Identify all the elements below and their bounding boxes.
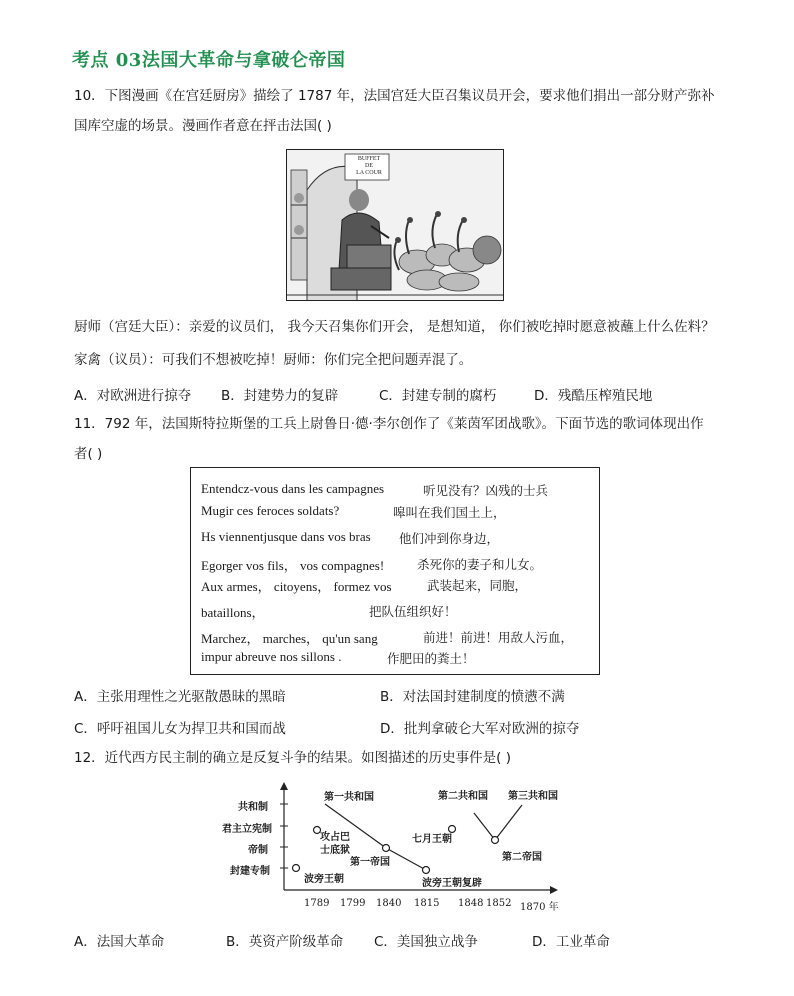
q12-option-c[interactable]: C．美国独立战争 <box>374 934 478 950</box>
xlabel-1815: 1815 <box>414 898 440 909</box>
ylabel-const-monarchy: 君主立宪制 <box>222 824 272 835</box>
q11-option-a[interactable]: A．主张用理性之光驱散愚昧的黑暗 <box>74 689 286 705</box>
lyric-zh-7: 前进！前进！用敌人污血， <box>423 630 574 645</box>
point-second-empire <box>492 837 499 844</box>
event-first-empire: 第一帝国 <box>350 857 390 868</box>
lyric-fr-8: impur abreuve nos sillons . <box>201 649 342 664</box>
lyric-zh-8: 作肥田的粪土！ <box>387 651 475 666</box>
q12-option-d[interactable]: D．工业革命 <box>532 934 610 950</box>
q10-option-b[interactable]: B．封建势力的复辟 <box>221 388 339 404</box>
lyric-zh-5: 武装起来，同胞， <box>427 578 528 593</box>
event-first-republic: 第一共和国 <box>324 792 374 803</box>
timeline-y-arrow <box>280 782 288 790</box>
cartoon-sign-line3: LA COUR <box>356 170 382 176</box>
q11-stem-line2: 者( ) <box>74 446 103 462</box>
q10-dialog-line2: 家禽（议员）：可我们不想被吃掉！厨师：你们完全把问题弄混了。 <box>74 352 473 368</box>
lyric-zh-4: 杀死你的妻子和儿女。 <box>417 557 543 572</box>
lyrics-box <box>190 467 600 675</box>
xlabel-1848: 1848 <box>458 898 484 909</box>
point-bourbon <box>293 865 300 872</box>
lyric-fr-2: Mugir ces feroces soldats? <box>201 503 340 518</box>
lyric-zh-2: 嗥叫在我们国土上， <box>393 505 506 520</box>
event-bourbon: 波旁王朝 <box>304 874 344 885</box>
xlabel-1870: 1870 年 <box>520 902 559 913</box>
section-heading: 考点 03法国大革命与拿破仑帝国 <box>72 50 346 71</box>
q10-stem-line1: 10．下图漫画《在宫廷厨房》描绘了 1787 年，法国宫廷大臣召集议员开会，要求他们捐出一部分财产弥补 <box>74 88 715 104</box>
xlabel-1799: 1799 <box>340 898 366 909</box>
point-restoration <box>423 867 430 874</box>
q10-option-a[interactable]: A．对欧洲进行掠夺 <box>74 388 192 404</box>
q11-stem-line1: 11．792 年，法国斯特拉斯堡的工兵上尉鲁日·德·李尔创作了《莱茵军团战歌》。下面节选的歌词体现出作 <box>74 416 704 432</box>
event-bastille-line2: 士底狱 <box>320 845 350 856</box>
cartoon-sign-line1: BUFFET <box>357 156 381 162</box>
cartoon-sign <box>347 156 391 177</box>
point-first-empire <box>383 845 390 852</box>
line-second-to-third-republic <box>474 805 522 840</box>
lyric-zh-6: 把队伍组织好！ <box>369 604 457 619</box>
lyric-fr-1: Entendcz-vous dans les campagnes <box>201 481 385 496</box>
lyric-fr-7: Marchez， marches， qu'un sang <box>201 631 378 646</box>
event-bastille-line1: 攻占巴 <box>320 832 350 843</box>
xlabel-1852: 1852 <box>486 898 512 909</box>
cartoon-illustration <box>287 150 504 301</box>
event-bourbon-restoration: 波旁王朝复辟 <box>422 878 482 889</box>
event-second-empire: 第二帝国 <box>502 852 542 863</box>
event-july-monarchy: 七月王朝 <box>412 834 452 845</box>
event-third-republic: 第三共和国 <box>508 791 558 802</box>
lyric-fr-3: Hs viennentjusque dans vos bras <box>201 529 371 544</box>
q10-stem-line2: 国库空虚的场景。漫画作者意在抨击法国( ) <box>74 118 332 134</box>
cartoon-sign-line2: DE <box>365 163 373 169</box>
lyric-fr-4: Egorger vos fils， vos compagnes! <box>201 558 385 573</box>
ylabel-feudal: 封建专制 <box>230 866 270 877</box>
q11-option-c[interactable]: C．呼吁祖国儿女为捍卫共和国而战 <box>74 721 286 737</box>
timeline-x-arrow <box>550 886 558 894</box>
q10-option-d[interactable]: D．残酷压榨殖民地 <box>534 388 653 404</box>
xlabel-1840: 1840 <box>376 898 402 909</box>
q12-stem-line1: 12．近代西方民主制的确立是反复斗争的结果。如图描述的历史事件是( ) <box>74 750 512 766</box>
q10-dialog-line1: 厨师（宫廷大臣）：亲爱的议员们， 我今天召集你们开会， 是想知道， 你们被吃掉时愿意被蘸上什么佐料？ <box>74 319 715 335</box>
cartoon-image <box>286 149 504 301</box>
event-second-republic: 第二共和国 <box>438 791 488 802</box>
lyric-zh-1: 听见没有？凶残的士兵 <box>423 483 549 498</box>
lyric-fr-5: Aux armes， citoyens， formez vos <box>201 579 392 594</box>
q12-option-a[interactable]: A．法国大革命 <box>74 934 165 950</box>
q10-option-c[interactable]: C．封建专制的腐朽 <box>379 388 497 404</box>
ylabel-republic: 共和制 <box>238 802 268 813</box>
q12-option-b[interactable]: B．英资产阶级革命 <box>226 934 344 950</box>
lyric-zh-3: 他们冲到你身边， <box>399 531 500 546</box>
q11-option-d[interactable]: D．批判拿破仑大军对欧洲的掠夺 <box>380 721 580 737</box>
ylabel-empire: 帝制 <box>248 845 268 856</box>
lyric-fr-6: bataillons， <box>201 605 265 620</box>
timeline-figure <box>222 782 562 914</box>
q11-option-b[interactable]: B．对法国封建制度的愤懑不满 <box>380 689 565 705</box>
xlabel-1789: 1789 <box>304 898 330 909</box>
